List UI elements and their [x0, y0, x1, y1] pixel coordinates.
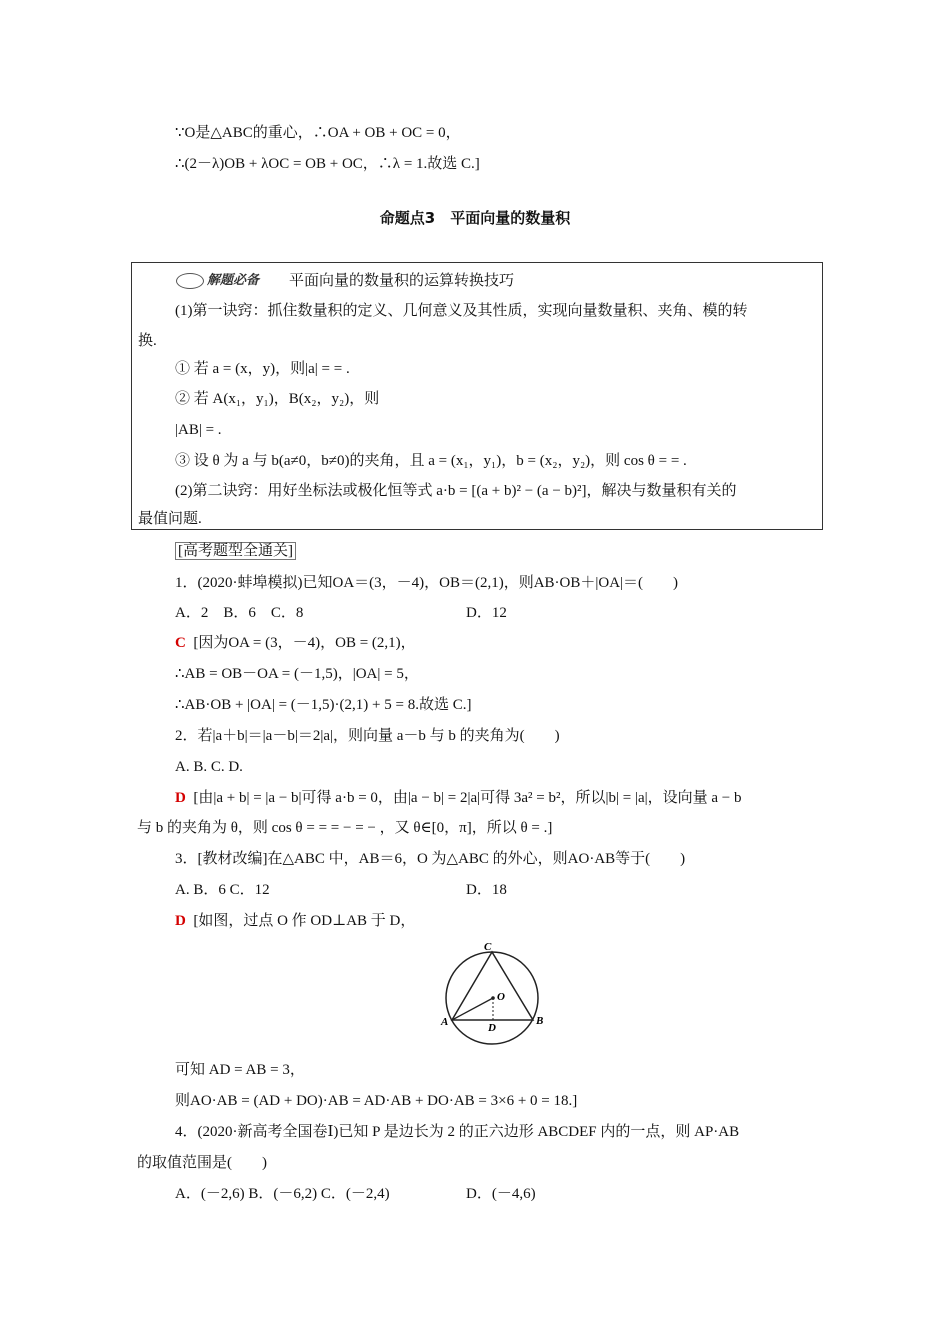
question-options: A. B．6 C．12	[175, 882, 270, 898]
tips-text: (1)第一诀窍：抓住数量积的定义、几何意义及其性质，实现向量数量积、夹角、模的转	[175, 303, 748, 319]
solution-line: 可知 AD = AB = 3，	[175, 1062, 305, 1078]
solution-line: 与 b 的夹角为 θ，则 cos θ = = = − = − ，又 θ∈[0，π]，所以 θ = .]	[137, 820, 553, 836]
question-stem: 2．若|a＋b|＝|a－b|＝2|a|，则向量 a－b 与 b 的夹角为( )	[175, 728, 560, 744]
solution-line	[175, 788, 742, 808]
section-tag-label: [高考题型全通关]	[175, 542, 296, 560]
tips-text: ① 若 a = (x，y)，则|a| = = .	[175, 361, 350, 377]
label-a: A	[441, 1016, 449, 1028]
label-o: O	[497, 991, 505, 1003]
label-b: B	[536, 1015, 544, 1027]
solution-text: [如图，过点 O 作 OD⊥AB 于 D，	[193, 913, 416, 929]
question-stem: 4．(2020·新高考全国卷Ⅰ)已知 P 是边长为 2 的正六边形 ABCDEF 内的一点，则 AP·AB	[175, 1124, 740, 1140]
tips-text: ③ 设 θ 为 a 与 b(a≠0，b≠0)的夹角，且 a = (x₁，y₁)，b = (x₂，y₂)，则 cos θ = = .	[175, 453, 687, 469]
solution-line: 则AO·AB = (AD + DO)·AB = AD·AB + DO·AB = 3×6 + 0 = 18.]	[175, 1093, 578, 1109]
section-title: 命题点3 平面向量的数量积	[379, 209, 571, 227]
question-stem: 的取值范围是( )	[137, 1155, 267, 1171]
solution-line: ∴AB·OB + |OA| = (－1,5)·(2,1) + 5 = 8.故选 C.]	[175, 697, 472, 713]
question-options: A. B. C. D.	[175, 759, 243, 775]
question-stem: 3．[教材改编]在△ABC 中，AB＝6，O 为△ABC 的外心，则AO·AB等于( )	[175, 851, 686, 867]
solution-line	[175, 633, 416, 653]
label-d: D	[488, 1022, 496, 1034]
tips-text: (2)第二诀窍：用好坐标法或极化恒等式 a·b = [(a + b)² − (a − b)²]，解决与数量积有关的	[175, 483, 737, 499]
question-stem: 1．(2020·蚌埠模拟)已知OA＝(3，－4)，OB＝(2,1)，则AB·OB＋|OA|＝( )	[175, 575, 679, 591]
tips-text: ② 若 A(x₁，y₁)，B(x₂，y₂)，则	[175, 391, 380, 407]
text-line: ∴(2－λ)OB + λOC = OB + OC，∴λ = 1.故选 C.]	[175, 156, 480, 172]
question-options: A．(－2,6) B．(－6,2) C．(－2,4)	[175, 1186, 390, 1202]
point-o	[491, 996, 495, 1000]
label-c: C	[484, 941, 492, 953]
tips-text: 换.	[138, 333, 157, 349]
tips-box	[131, 262, 823, 530]
hand-icon	[176, 273, 204, 289]
solution-text: [因为OA = (3，－4)，OB = (2,1)，	[193, 635, 416, 651]
answer-letter: D	[175, 913, 186, 929]
tips-badge-label: 解题必备	[207, 273, 260, 288]
tips-title: 平面向量的数量积的运算转换技巧	[289, 271, 515, 289]
solution-line: ∴AB = OB－OA = (－1,5)，|OA| = 5，	[175, 666, 419, 682]
question-options: A．2 B．6 C．8	[175, 605, 304, 621]
tips-text: 最值问题.	[138, 511, 202, 527]
answer-letter: D	[175, 790, 186, 806]
triangle-circle-figure	[440, 940, 550, 1046]
tips-badge	[176, 269, 270, 289]
tips-text: |AB| = .	[175, 422, 222, 438]
question-option-d: D．18	[466, 882, 507, 898]
text-line: ∵O是△ABC的重心，∴OA + OB + OC = 0，	[175, 125, 461, 141]
question-option-d: D．12	[466, 605, 507, 621]
section-tag	[175, 541, 296, 561]
question-option-d: D．(－4,6)	[466, 1186, 536, 1202]
solution-line	[175, 911, 415, 931]
answer-letter: C	[175, 635, 186, 651]
solution-text: [由|a + b| = |a − b|可得 a·b = 0，由|a − b| = 2|a|可得 3a² = b²，所以|b| = |a|，设向量 a − b	[193, 790, 742, 806]
